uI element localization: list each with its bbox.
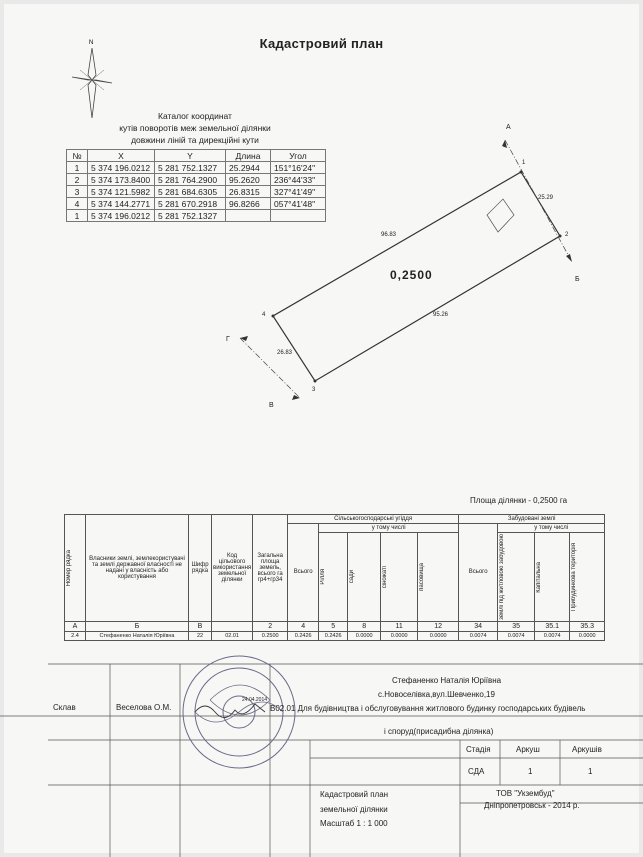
sheets-value: 1 (588, 767, 593, 776)
scale: Масштаб 1 : 1 000 (320, 819, 388, 828)
header-row-number: Номер рядка (66, 549, 72, 587)
vertex-4-label: 4 (262, 312, 266, 318)
header-built-up: Забудовані землі (459, 515, 605, 524)
header-owner: Власники землі, землекористувачі та землі державної власності не надані у власність або користування (86, 515, 189, 622)
header-arable: Рілля (320, 569, 327, 585)
vertex-2-label: 2 (565, 232, 569, 238)
catalog-heading-line2: кутів поворотів меж земельної ділянки (119, 123, 271, 133)
col-header: Длина (226, 150, 271, 162)
catalog-heading-line1: Каталог координат (158, 111, 232, 121)
date: 24.04.2014 (242, 697, 268, 703)
doc-title-1: Кадастровий план (320, 790, 389, 799)
owner-name: Стефаненко Наталія Юріївна (392, 676, 502, 685)
made-by-label: Склав (53, 703, 76, 712)
header-total-area: Загальна площа земель, всього га гр4+гр34 (253, 515, 288, 622)
table-row: 3 5 374 121.5982 5 281 684.6305 26.8315 327°41'49" (67, 186, 326, 198)
col-header: X (88, 150, 155, 162)
made-by-name: Веселова О.М. (116, 703, 172, 712)
header-agri-total: Всього (288, 524, 319, 622)
table-row: 1 5 374 196.0212 5 281 752.1327 (67, 210, 326, 222)
side-length-2-3: 95.26 (433, 312, 449, 318)
sheet-value: 1 (528, 767, 533, 776)
company-city-year: Дніпропетровськ - 2014 р. (484, 801, 580, 810)
vertex-1-label: 1 (522, 160, 526, 166)
company-name: ТОВ "Укзембуд" (496, 789, 555, 798)
direction-label-b: Б (575, 276, 580, 283)
sheets-header: Аркушів (572, 745, 602, 754)
header-residential: землі під житловою забудовою (499, 534, 506, 620)
direction-label-v: В (269, 402, 274, 409)
col-header: № (67, 150, 88, 162)
sheet-header: Аркуш (516, 745, 540, 754)
north-label: N (89, 40, 94, 46)
area-note: Площа ділянки - 0,2500 га (470, 496, 568, 505)
catalog-heading-line3: довжини ліній та дирекційні кути (131, 135, 259, 145)
purpose-line1: В02.01 Для будівництва і обслуговування житлового будинку господарських будівель (270, 704, 586, 713)
direction-label-a: А (506, 124, 511, 131)
purpose-line2: і споруд(присадибна ділянка) (384, 727, 494, 736)
header-cipher: Шифр рядка (189, 515, 212, 622)
header-built-total: Всього (459, 524, 498, 622)
table-row: А Б В 2 4 5 8 11 12 34 35 35.1 35.3 (65, 621, 605, 631)
plot-area-label: 0,2500 (390, 268, 433, 282)
direction-label-g: Г (226, 336, 230, 343)
stage-header: Стадія (466, 745, 491, 754)
header-yard: Прибудинкова територія (571, 542, 578, 611)
header-hayfields: сіножаті (382, 565, 389, 589)
header-pastures: пасовища (419, 563, 426, 591)
table-row: 4 5 374 144.2771 5 281 670.2918 96.8266 057°41'48" (67, 198, 326, 210)
col-header: Y (155, 150, 226, 162)
table-row: 2 5 374 173.8400 5 281 764.2900 95.2620 236°44'33" (67, 174, 326, 186)
owner-address: с.Новоселівка,вул.Шевченко,19 (378, 690, 495, 699)
header-gardens: сади (349, 570, 356, 584)
side-length-4-1: 96.83 (381, 232, 397, 238)
table-row: 2.4 Стефаненко Наталія Юріївна 22 02.01 0.2500 0.2426 0.2426 0.0000 0.0000 0.0000 0.0074 0.0074 0.0074 0.0000 (65, 631, 605, 640)
table-row: 1 5 374 196.0212 5 281 752.1327 25.2944 151°16'24" (67, 162, 326, 174)
header-built-incl: у тому числі (498, 524, 605, 533)
doc-title-2: земельної ділянки (320, 805, 388, 814)
header-capital: Капітальна (536, 561, 543, 593)
vertex-3-label: 3 (312, 387, 316, 393)
header-agricultural: Сільськогосподарські угіддя (288, 515, 459, 524)
col-header: Угол (271, 150, 326, 162)
side-length-1-2: 25.29 (538, 195, 554, 201)
page-title: Кадастровий план (259, 36, 384, 51)
side-length-3-4: 26.83 (277, 350, 293, 356)
stage-value: СДА (468, 767, 485, 776)
header-agri-incl: у тому числі (319, 524, 459, 533)
header-purpose-code: Код цільового використання земельної ділянки (212, 515, 253, 622)
